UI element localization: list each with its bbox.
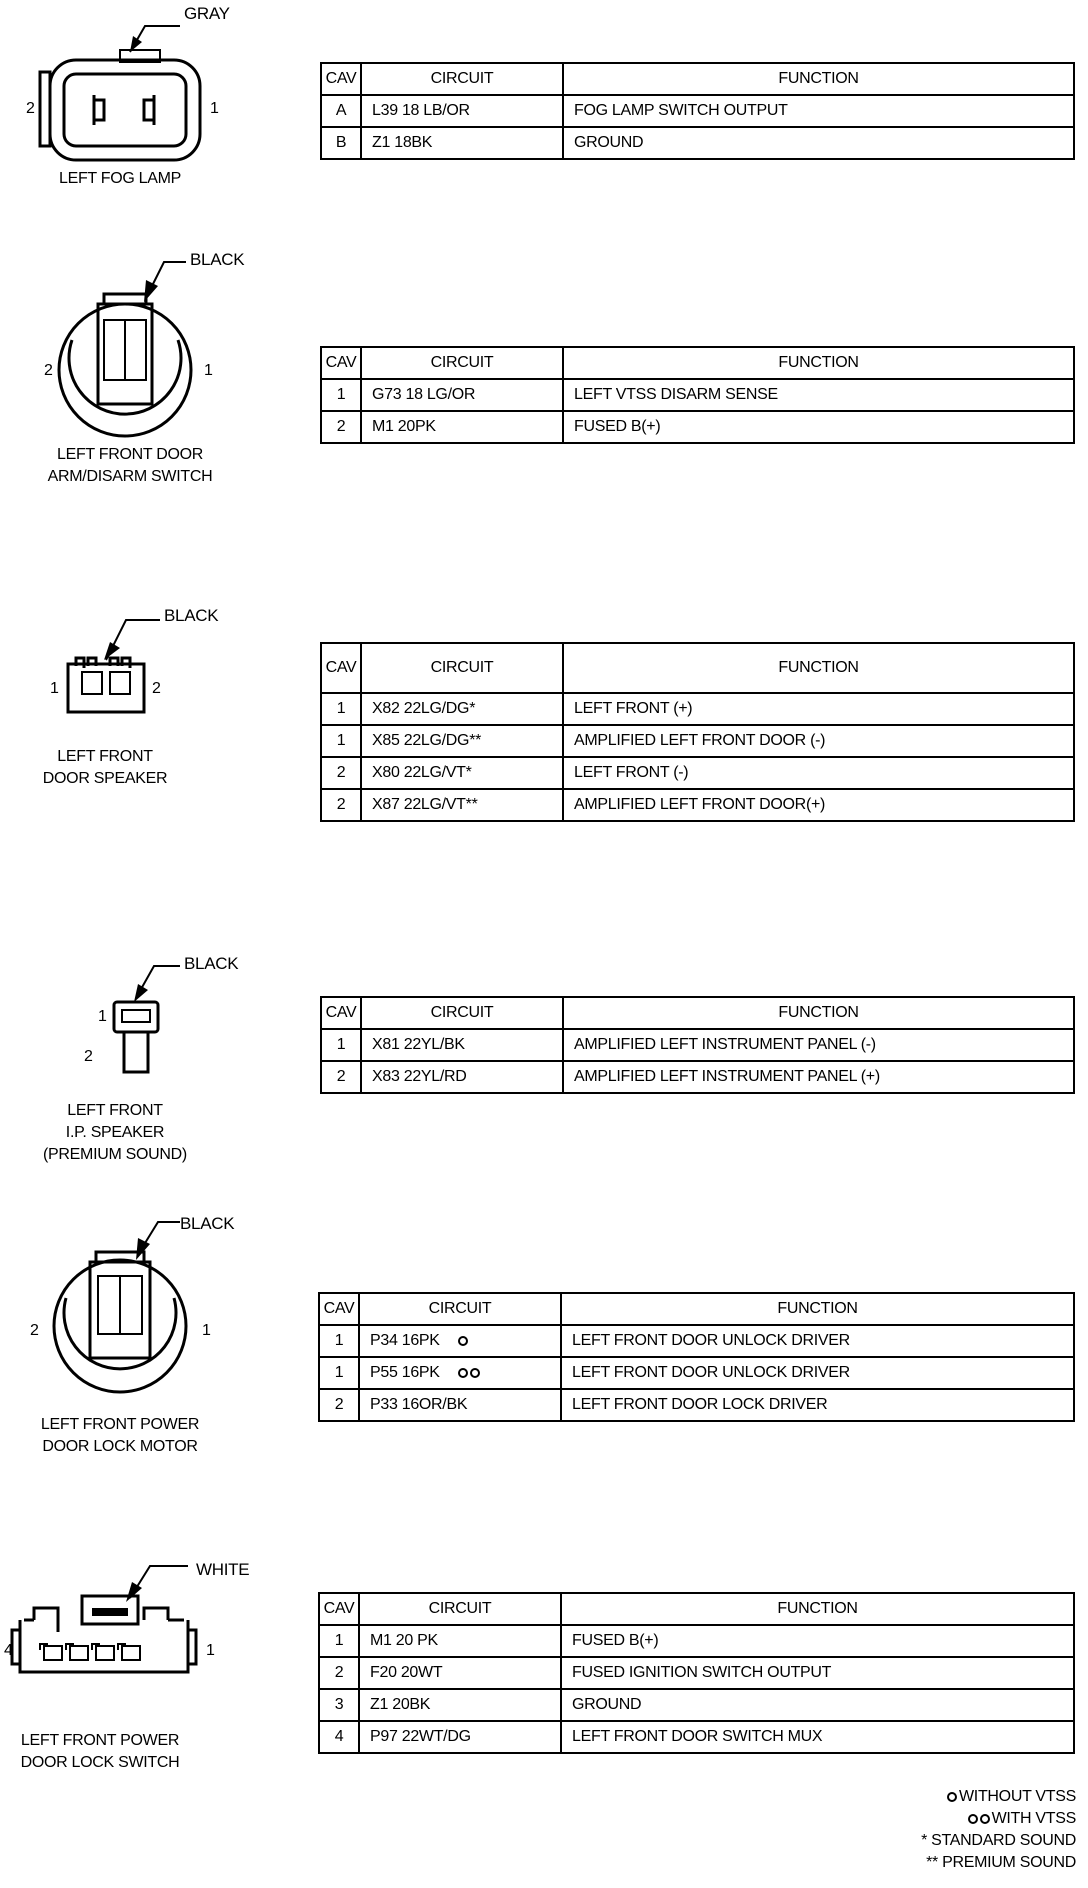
fog-lamp-pin-right: 1	[210, 100, 219, 117]
legend-premium-sound: ** PREMIUM SOUND	[926, 1854, 1076, 1871]
table-row	[319, 1657, 1074, 1689]
cell-circuit: P33 16OR/BK	[359, 1389, 561, 1421]
with-vtss-mark-icon	[458, 1364, 482, 1381]
cell-cav: 1	[321, 693, 361, 725]
cell-function: LEFT FRONT DOOR LOCK DRIVER	[561, 1389, 1074, 1421]
table-row	[321, 95, 1074, 127]
header-cav: CAV	[319, 1293, 359, 1325]
cell-circuit: L39 18 LB/OR	[361, 95, 563, 127]
door-speaker-connector-name	[30, 746, 180, 790]
lock-switch-name-line2: DOOR LOCK SWITCH	[20, 1754, 180, 1771]
lock-motor-connector-name	[10, 1414, 230, 1458]
door-speaker-name-line2: DOOR SPEAKER	[42, 770, 168, 787]
cell-cav: 1	[319, 1357, 359, 1389]
table-header-row	[321, 347, 1074, 379]
cell-cav: 2	[321, 789, 361, 821]
lock-switch-connector-name	[0, 1730, 200, 1774]
cell-cav: 3	[319, 1689, 359, 1721]
legend-with-vtss-text: WITH VTSS	[991, 1810, 1076, 1827]
table-row	[321, 725, 1074, 757]
cell-circuit: X80 22LG/VT*	[361, 757, 563, 789]
connector-section-door-lock-switch	[0, 1540, 1088, 1800]
door-speaker-pin-right: 2	[152, 680, 161, 697]
arm-disarm-connector-icon	[40, 240, 220, 440]
table-row	[321, 693, 1074, 725]
header-circuit: CIRCUIT	[361, 63, 563, 95]
fog-lamp-connector-diagram	[26, 0, 230, 200]
table-row	[321, 379, 1074, 411]
cell-function: FUSED IGNITION SWITCH OUTPUT	[561, 1657, 1074, 1689]
table-row	[321, 127, 1074, 159]
connector-section-fog-lamp	[0, 0, 1088, 200]
cell-cav: 2	[321, 411, 361, 443]
fog-lamp-connector-name: LEFT FOG LAMP	[58, 170, 182, 187]
cell-function: LEFT FRONT DOOR SWITCH MUX	[561, 1721, 1074, 1753]
lock-switch-color-label: WHITE	[196, 1560, 250, 1579]
fog-lamp-pinout-table	[320, 62, 1075, 160]
door-speaker-name-line1: LEFT FRONT	[57, 748, 153, 765]
table-header-row	[319, 1593, 1074, 1625]
connector-section-door-speaker	[0, 600, 1088, 840]
table-row	[321, 757, 1074, 789]
table-row	[319, 1721, 1074, 1753]
ip-speaker-connector-diagram	[40, 950, 240, 1190]
cell-circuit: F20 20WT	[359, 1657, 561, 1689]
cell-circuit: X82 22LG/DG*	[361, 693, 563, 725]
door-speaker-color-label: BLACK	[164, 606, 219, 625]
lock-motor-pinout-table	[318, 1292, 1075, 1422]
connector-section-arm-disarm-switch	[0, 240, 1088, 510]
lock-switch-pin-right: 1	[206, 1642, 215, 1659]
table-row	[319, 1625, 1074, 1657]
table-row	[321, 789, 1074, 821]
table-row	[319, 1325, 1074, 1357]
cell-circuit: Z1 20BK	[359, 1689, 561, 1721]
ip-speaker-pinout-table	[320, 996, 1075, 1094]
table-row	[321, 1029, 1074, 1061]
cell-function: AMPLIFIED LEFT FRONT DOOR(+)	[563, 789, 1074, 821]
ip-speaker-name-line3: (PREMIUM SOUND)	[43, 1146, 187, 1163]
cell-function: FOG LAMP SWITCH OUTPUT	[563, 95, 1074, 127]
legend-without-vtss-text: WITHOUT VTSS	[959, 1788, 1076, 1805]
circuit-code: P34 16PK	[370, 1332, 440, 1349]
circuit-code: P55 16PK	[370, 1364, 440, 1381]
header-cav: CAV	[321, 643, 361, 693]
cell-circuit: G73 18 LG/OR	[361, 379, 563, 411]
cell-function: FUSED B(+)	[561, 1625, 1074, 1657]
cell-cav: 1	[319, 1325, 359, 1357]
header-cav: CAV	[321, 997, 361, 1029]
header-cav: CAV	[321, 63, 361, 95]
ip-speaker-name-line1: LEFT FRONT	[67, 1102, 163, 1119]
legend	[921, 1786, 1076, 1874]
table-header-row	[321, 643, 1074, 693]
header-circuit: CIRCUIT	[361, 643, 563, 693]
cell-cav: 1	[321, 1029, 361, 1061]
table-row	[319, 1689, 1074, 1721]
header-function: FUNCTION	[563, 997, 1074, 1029]
cell-function: GROUND	[561, 1689, 1074, 1721]
lock-switch-pinout-table	[318, 1592, 1075, 1754]
cell-cav: 1	[319, 1625, 359, 1657]
table-header-row	[321, 997, 1074, 1029]
header-function: FUNCTION	[563, 347, 1074, 379]
connector-section-ip-speaker	[0, 950, 1088, 1190]
cell-cav: A	[321, 95, 361, 127]
arm-disarm-connector-diagram	[40, 240, 245, 510]
legend-without-vtss	[921, 1786, 1076, 1808]
cell-function: LEFT FRONT DOOR UNLOCK DRIVER	[561, 1357, 1074, 1389]
without-vtss-mark-icon	[458, 1332, 470, 1349]
cell-circuit: X87 22LG/VT**	[361, 789, 563, 821]
table-row	[319, 1357, 1074, 1389]
cell-function: LEFT FRONT (-)	[563, 757, 1074, 789]
cell-cav: 2	[321, 757, 361, 789]
legend-with-vtss	[921, 1808, 1076, 1830]
cell-cav: 2	[321, 1061, 361, 1093]
lock-motor-color-label: BLACK	[180, 1214, 235, 1233]
arm-disarm-name-line1: LEFT FRONT DOOR	[56, 446, 204, 463]
ip-speaker-name-line2: I.P. SPEAKER	[65, 1124, 165, 1141]
cell-cav: 1	[321, 379, 361, 411]
cell-cav: 2	[319, 1389, 359, 1421]
cell-cav: 2	[319, 1657, 359, 1689]
lock-switch-pin-left: 4	[4, 1642, 13, 1659]
cell-function: AMPLIFIED LEFT INSTRUMENT PANEL (+)	[563, 1061, 1074, 1093]
table-header-row	[319, 1293, 1074, 1325]
header-circuit: CIRCUIT	[359, 1593, 561, 1625]
fog-lamp-color-label: GRAY	[184, 4, 230, 23]
cell-circuit	[359, 1325, 561, 1357]
ip-speaker-connector-name	[40, 1100, 190, 1166]
lock-motor-pin-left: 2	[30, 1322, 39, 1339]
table-header-row	[321, 63, 1074, 95]
with-vtss-mark-icon	[968, 1810, 992, 1827]
arm-disarm-pinout-table	[320, 346, 1075, 444]
header-cav: CAV	[319, 1593, 359, 1625]
arm-disarm-name-line2: ARM/DISARM SWITCH	[47, 468, 213, 485]
cell-circuit: P97 22WT/DG	[359, 1721, 561, 1753]
lock-switch-connector-diagram	[0, 1540, 260, 1800]
cell-circuit: X81 22YL/BK	[361, 1029, 563, 1061]
table-row	[321, 1061, 1074, 1093]
cell-circuit: Z1 18BK	[361, 127, 563, 159]
fog-lamp-pin-left: 2	[26, 100, 35, 117]
without-vtss-mark-icon	[947, 1788, 959, 1805]
cell-function: GROUND	[563, 127, 1074, 159]
cell-function: LEFT VTSS DISARM SENSE	[563, 379, 1074, 411]
cell-circuit: M1 20PK	[361, 411, 563, 443]
arm-disarm-pin-right: 1	[204, 362, 213, 379]
lock-switch-name-line1: LEFT FRONT POWER	[20, 1732, 180, 1749]
cell-circuit	[359, 1357, 561, 1389]
header-function: FUNCTION	[561, 1593, 1074, 1625]
ip-speaker-pin-bottom: 2	[84, 1048, 93, 1065]
cell-function: FUSED B(+)	[563, 411, 1074, 443]
cell-cav: 4	[319, 1721, 359, 1753]
arm-disarm-connector-name	[30, 444, 230, 488]
table-row	[321, 411, 1074, 443]
table-row	[319, 1389, 1074, 1421]
cell-circuit: X85 22LG/DG**	[361, 725, 563, 757]
ip-speaker-color-label: BLACK	[184, 954, 239, 973]
legend-standard-sound: * STANDARD SOUND	[921, 1832, 1076, 1849]
header-circuit: CIRCUIT	[361, 997, 563, 1029]
connector-section-door-lock-motor	[0, 1200, 1088, 1480]
header-function: FUNCTION	[563, 63, 1074, 95]
header-cav: CAV	[321, 347, 361, 379]
cell-cav: 1	[321, 725, 361, 757]
arm-disarm-color-label: BLACK	[190, 250, 245, 269]
cell-function: LEFT FRONT (+)	[563, 693, 1074, 725]
cell-cav: B	[321, 127, 361, 159]
arm-disarm-pin-left: 2	[44, 362, 53, 379]
ip-speaker-pin-top: 1	[98, 1008, 107, 1025]
door-speaker-pin-left: 1	[50, 680, 59, 697]
lock-motor-pin-right: 1	[202, 1322, 211, 1339]
lock-motor-name-line1: LEFT FRONT POWER	[40, 1416, 200, 1433]
header-circuit: CIRCUIT	[361, 347, 563, 379]
lock-motor-connector-diagram	[30, 1200, 235, 1480]
cell-circuit: M1 20 PK	[359, 1625, 561, 1657]
header-function: FUNCTION	[561, 1293, 1074, 1325]
cell-function: LEFT FRONT DOOR UNLOCK DRIVER	[561, 1325, 1074, 1357]
lock-motor-name-line2: DOOR LOCK MOTOR	[42, 1438, 198, 1455]
cell-circuit: X83 22YL/RD	[361, 1061, 563, 1093]
cell-function: AMPLIFIED LEFT INSTRUMENT PANEL (-)	[563, 1029, 1074, 1061]
header-circuit: CIRCUIT	[359, 1293, 561, 1325]
door-speaker-pinout-table	[320, 642, 1075, 822]
cell-function: AMPLIFIED LEFT FRONT DOOR (-)	[563, 725, 1074, 757]
header-function: FUNCTION	[563, 643, 1074, 693]
door-speaker-connector-diagram	[40, 600, 240, 800]
